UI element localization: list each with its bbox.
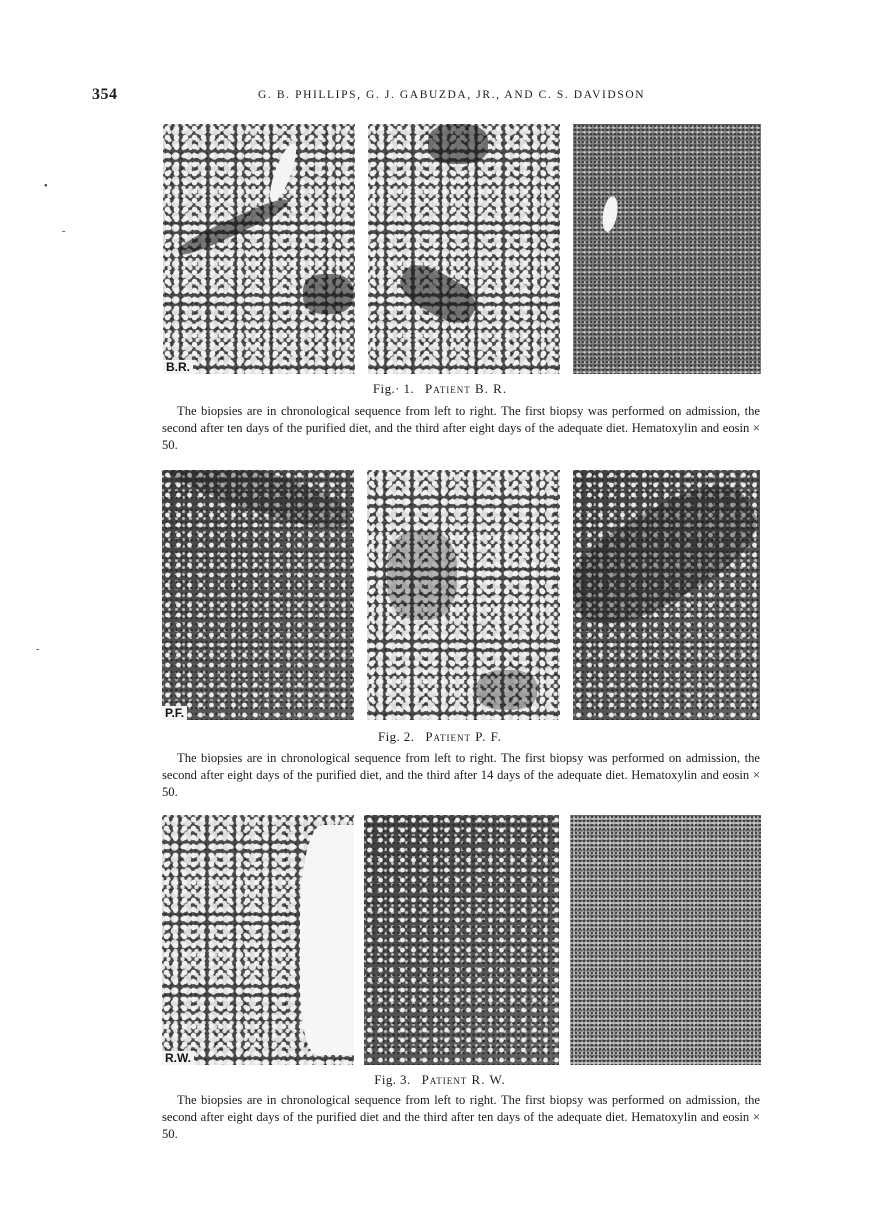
micrograph-1c	[573, 124, 761, 374]
fibrous-band	[477, 670, 537, 710]
micrograph-1b	[368, 124, 560, 374]
central-vein	[265, 141, 301, 205]
figure-2-title	[0, 729, 880, 745]
panel-label: R.W.	[162, 1051, 194, 1065]
micrograph-3a	[162, 815, 354, 1065]
figure-3-patient: Patient R. W.	[421, 1072, 506, 1087]
portal-tract	[428, 124, 488, 164]
figure-3-title	[0, 1072, 880, 1088]
fibrous-band	[387, 530, 457, 620]
micrograph-3b	[364, 815, 559, 1065]
stray-mark: •	[44, 181, 48, 192]
page-number: 354	[92, 86, 118, 103]
portal-tract	[175, 194, 291, 259]
portal-tract	[393, 257, 482, 332]
central-vein	[600, 195, 620, 233]
figure-1-title	[0, 381, 880, 397]
fibrous-band	[162, 470, 354, 538]
micrograph-3c	[570, 815, 761, 1065]
micrograph-1a	[163, 124, 355, 374]
portal-tract	[303, 274, 353, 314]
running-head-authors: G. B. PHILLIPS, G. J. GABUZDA, JR., AND C. S. DAVIDSON	[258, 89, 646, 101]
panel-label: P.F.	[162, 706, 187, 720]
stray-mark: ‐	[36, 644, 40, 655]
panel-label: B.R.	[163, 360, 193, 374]
figure-1-patient: Patient B. R.	[425, 381, 508, 396]
figure-2-patient: Patient P. F.	[425, 729, 503, 744]
micrograph-2c	[573, 470, 760, 720]
micrograph-2b	[367, 470, 560, 720]
figure-1-label: Fig.· 1.	[372, 381, 415, 396]
specimen-edge	[300, 825, 354, 1055]
figure-2-caption: The biopsies are in chronological sequence from left to right. The first biopsy was performed on admission, the second after eight days of the purified diet, and the third after 14 days of the adequate diet. Hematoxylin and eosin × 50.	[162, 751, 760, 799]
micrograph-2a	[162, 470, 354, 720]
fibrous-band	[573, 470, 760, 644]
figure-1-caption: The biopsies are in chronological sequence from left to right. The first biopsy was performed on admission, the second after ten days of the purified diet, and the third after eight days of the adequate diet. Hematoxylin and eosin × 50.	[162, 404, 760, 452]
figure-2-label: Fig. 2.	[377, 729, 415, 744]
figure-3-caption: The biopsies are in chronological sequence from left to right. The first biopsy was performed on admission, the second after eight days of the purified diet and the third after ten days of the adequate diet. Hematoxylin and eosin × 50.	[162, 1093, 760, 1141]
figure-3-label: Fig. 3.	[374, 1072, 411, 1087]
stray-mark: ‐	[62, 226, 66, 237]
